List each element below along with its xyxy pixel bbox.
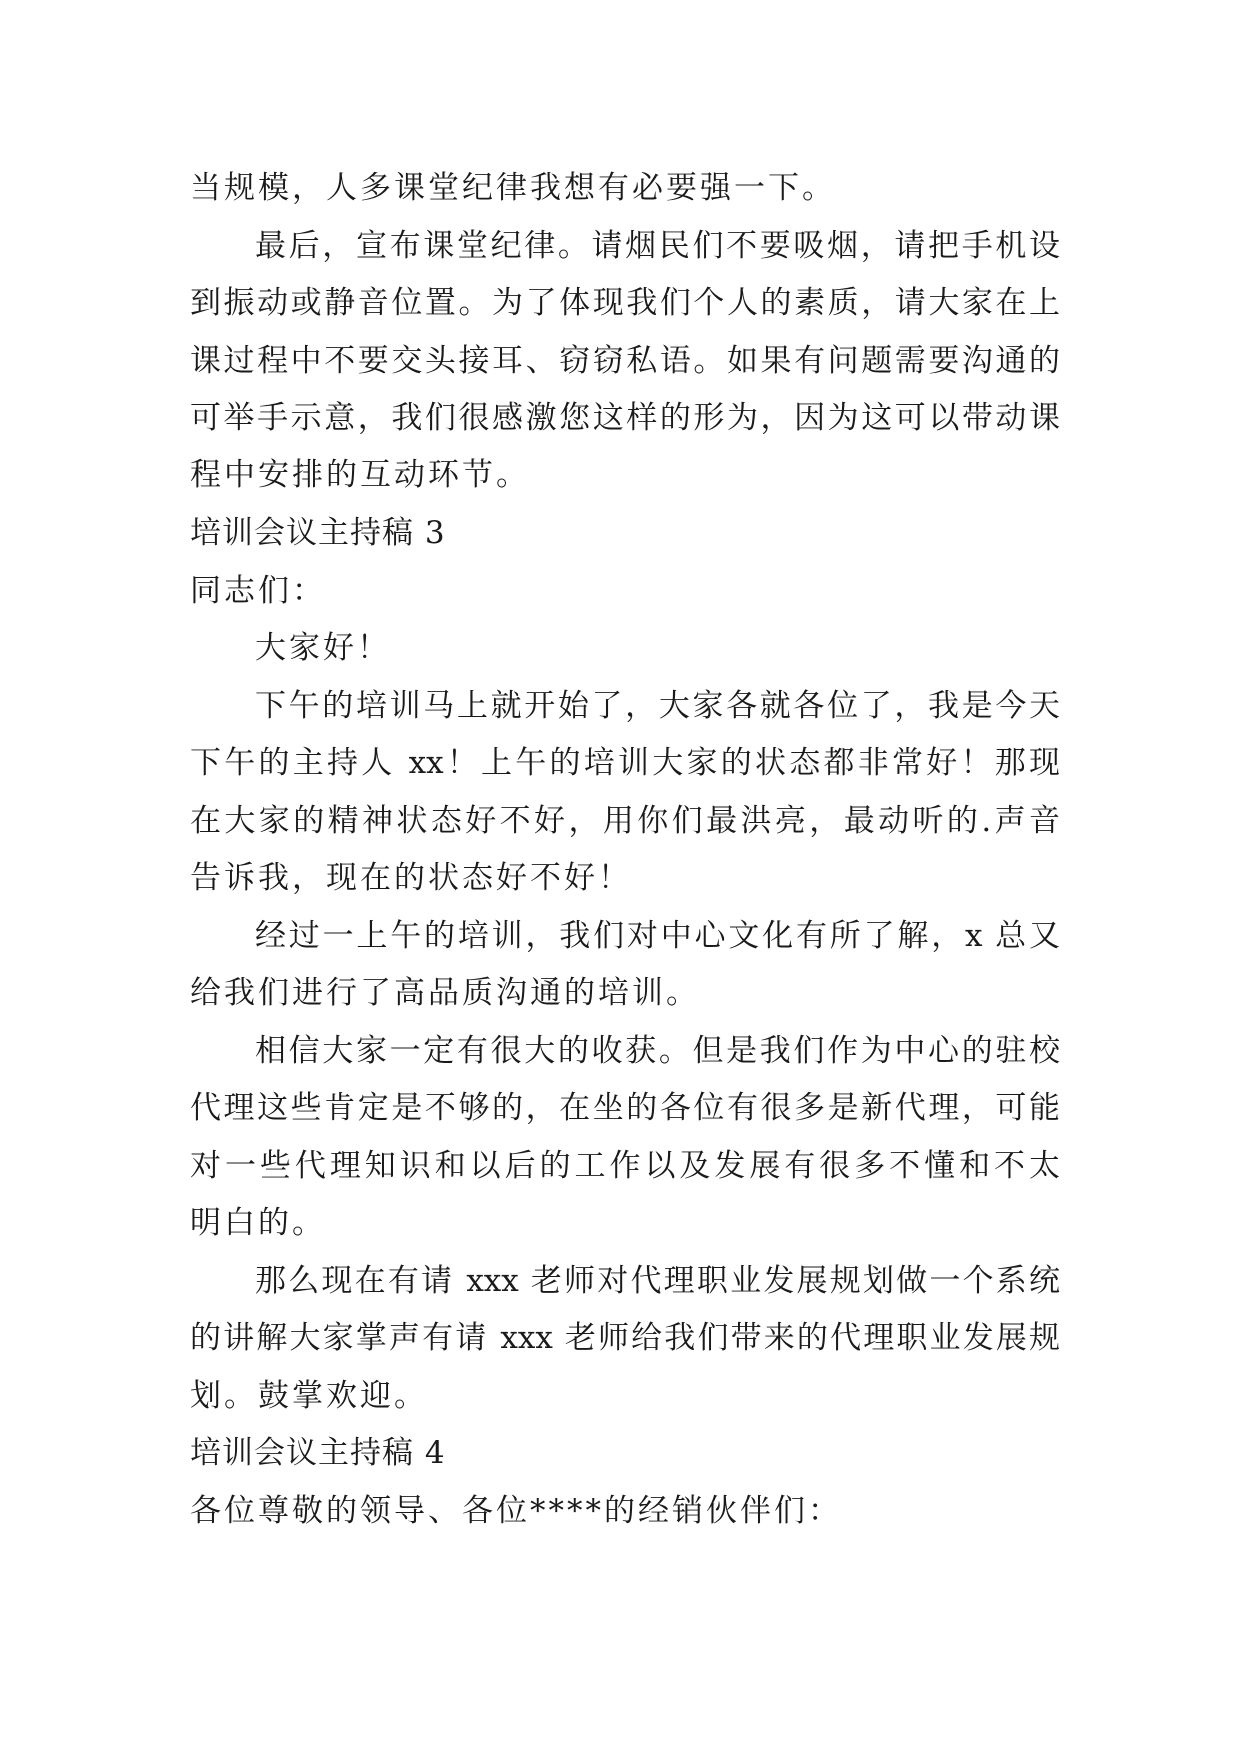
paragraph-line: 经过一上午的培训，我们对中心文化有所了解，x 总又 <box>255 918 1060 954</box>
paragraph-line: 给我们进行了高品质沟通的培训。 <box>190 975 700 1011</box>
paragraph-line: 明白的。 <box>190 1205 326 1241</box>
section-heading: 培训会议主持稿 3 <box>190 515 446 551</box>
paragraph-line: 代理这些肯定是不够的，在坐的各位有很多是新代理，可能 <box>190 1090 1060 1126</box>
paragraph-line: 的讲解大家掌声有请 xxx 老师给我们带来的代理职业发展规 <box>190 1320 1060 1356</box>
section-heading: 培训会议主持稿 4 <box>190 1435 446 1471</box>
salutation: 各位尊敬的领导、各位****的经销伙伴们： <box>190 1493 842 1529</box>
paragraph-line: 划。鼓掌欢迎。 <box>190 1378 428 1414</box>
salutation: 同志们： <box>190 573 326 609</box>
paragraph-line: 到振动或静音位置。为了体现我们个人的素质，请大家在上 <box>190 285 1060 321</box>
paragraph-line: 课过程中不要交头接耳、窃窃私语。如果有问题需要沟通的 <box>190 343 1060 379</box>
paragraph-line: 告诉我，现在的状态好不好！ <box>190 860 632 896</box>
paragraph-line: 当规模，人多课堂纪律我想有必要强一下。 <box>190 170 836 206</box>
paragraph-line: 在大家的精神状态好不好，用你们最洪亮，最动听的.声音 <box>190 803 1060 839</box>
paragraph-line: 大家好！ <box>255 630 391 666</box>
paragraph-line: 下午的培训马上就开始了，大家各就各位了，我是今天 <box>255 688 1060 724</box>
paragraph-line: 最后，宣布课堂纪律。请烟民们不要吸烟，请把手机设 <box>255 228 1060 264</box>
paragraph-line: 那么现在有请 xxx 老师对代理职业发展规划做一个系统 <box>255 1263 1060 1299</box>
paragraph-line: 可举手示意，我们很感激您这样的形为，因为这可以带动课 <box>190 400 1060 436</box>
paragraph-line: 程中安排的互动环节。 <box>190 457 530 493</box>
paragraph-line: 下午的主持人 xx！上午的培训大家的状态都非常好！那现 <box>190 745 1060 781</box>
paragraph-line: 相信大家一定有很大的收获。但是我们作为中心的驻校 <box>255 1033 1060 1069</box>
paragraph-line: 对一些代理知识和以后的工作以及发展有很多不懂和不太 <box>190 1148 1060 1184</box>
